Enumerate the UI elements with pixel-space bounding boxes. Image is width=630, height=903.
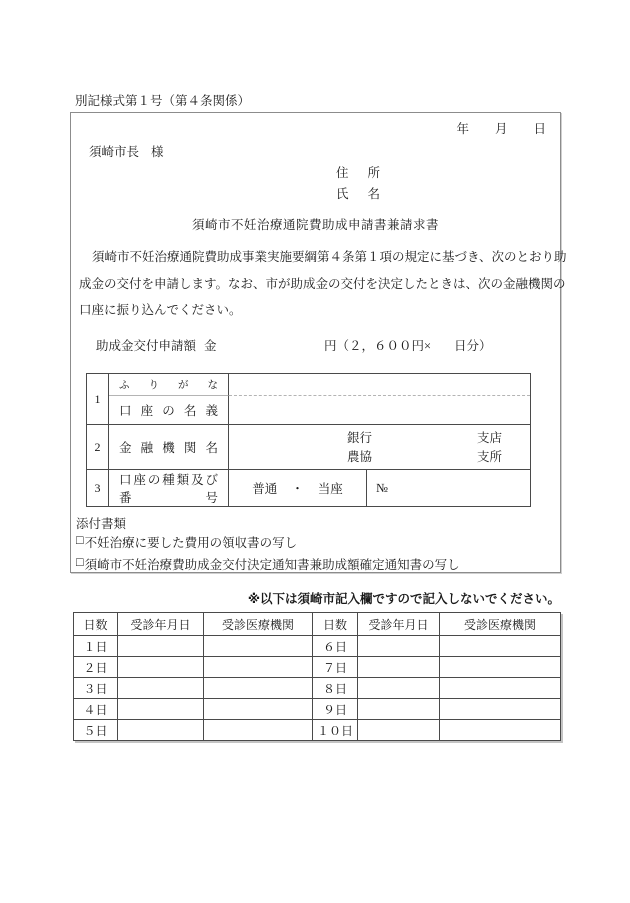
branch-label: 支店 (476, 430, 502, 445)
header-visit-date: 受診年月日 (118, 613, 204, 636)
account-row2-number: 2 (87, 425, 109, 470)
account-type-number-label: 口座の種類及び番号 (109, 470, 229, 506)
day-cell: ９日 (313, 699, 358, 720)
day-cell: １０日 (313, 720, 358, 741)
body-line: 成金の交付を申請します。なお、市が助成金の交付を決定したときは、次の金融機関の (79, 276, 566, 291)
application-form-box (70, 112, 567, 573)
header-medical-institution: 受診医療機関 (204, 613, 313, 636)
institution-cell (440, 636, 561, 657)
day-cell: ４日 (74, 699, 118, 720)
account-type-separator: ・ (291, 482, 304, 496)
visit-date-cell (358, 720, 440, 741)
visit-date-cell (358, 657, 440, 678)
body-paragraph (79, 244, 567, 324)
furigana-label: ふりがな (109, 374, 229, 396)
visit-date-cell (118, 657, 204, 678)
visit-date-cell (358, 636, 440, 657)
account-number-label: № (376, 480, 388, 495)
day-cell: ６日 (313, 636, 358, 657)
institution-cell (204, 657, 313, 678)
institution-cell (204, 678, 313, 699)
bank-label: 銀行 (347, 430, 373, 445)
institution-cell (440, 657, 561, 678)
day-cell: ７日 (313, 657, 358, 678)
day-cell: ２日 (74, 657, 118, 678)
amount-currency-prefix: 金 (204, 339, 217, 353)
account-table (86, 373, 531, 507)
addressee-name: 須崎市長 (89, 145, 140, 159)
table-row (74, 636, 561, 657)
office-use-note: ※以下は須崎市記入欄ですので記入しないでください。 (247, 592, 560, 606)
table-row (74, 657, 561, 678)
branch-office-label: 支所 (476, 449, 502, 464)
account-row3-number: 3 (87, 470, 109, 506)
attachment-item (76, 555, 460, 573)
attachment-text: 不妊治療に要した費用の領収書の写し (84, 536, 298, 550)
address-label: 住所 (336, 166, 380, 180)
coop-line (229, 448, 530, 467)
amount-unit-text: 円（２，６００円× (324, 339, 432, 353)
day-cell: ８日 (313, 678, 358, 699)
table-row (74, 720, 561, 741)
visit-record-table (73, 612, 561, 741)
attachment-text: 須崎市不妊治療費助成金交付決定通知書兼助成額確定通知書の写し (84, 558, 460, 572)
visit-date-cell (358, 699, 440, 720)
institution-cell (440, 720, 561, 741)
header-medical-institution: 受診医療機関 (440, 613, 561, 636)
form-title: 須崎市不妊治療通院費助成申請書兼請求書 (191, 218, 439, 232)
table-row (74, 678, 561, 699)
furigana-field (229, 374, 530, 396)
account-type-ordinary: 普通 (252, 482, 278, 496)
year-label: 年 (456, 122, 469, 136)
addressee-line (89, 142, 164, 160)
account-number-field (367, 470, 530, 506)
visit-date-cell (118, 720, 204, 741)
header-days: 日数 (74, 613, 118, 636)
checkbox-icon: □ (76, 533, 84, 547)
header-days: 日数 (313, 613, 358, 636)
date-line (71, 119, 560, 137)
body-line: 口座に振り込んでください。 (79, 303, 242, 317)
institution-cell (440, 678, 561, 699)
institution-cell (204, 699, 313, 720)
financial-institution-label: 金融機関名 (109, 425, 229, 470)
amount-line (71, 336, 560, 354)
bank-line (229, 429, 530, 448)
visit-date-cell (358, 678, 440, 699)
body-line: 須崎市不妊治療通院費助成事業実施要綱第４条第１項の規定に基づき、次のとおり助 (92, 250, 567, 264)
amount-label: 助成金交付申請額 (96, 339, 197, 353)
day-cell: ３日 (74, 678, 118, 699)
visit-date-cell (118, 636, 204, 657)
account-row1-number: 1 (87, 374, 109, 425)
table-row (74, 699, 561, 720)
attachment-item (76, 533, 297, 551)
day-cell: ５日 (74, 720, 118, 741)
account-type-field (229, 470, 367, 506)
attachments-heading: 添付書類 (76, 517, 127, 531)
checkbox-icon: □ (76, 555, 84, 569)
visit-table-header-row (74, 613, 561, 636)
account-type-current: 当座 (317, 482, 343, 496)
day-label: 日 (533, 122, 546, 136)
name-label: 氏名 (336, 187, 380, 201)
form-id-label: 別記様式第１号（第４条関係） (75, 94, 251, 108)
visit-date-cell (118, 678, 204, 699)
financial-institution-field (229, 425, 530, 470)
account-holder-label: 口座の名義 (109, 396, 229, 425)
month-label: 月 (494, 122, 508, 136)
amount-days-suffix: 日分） (454, 339, 492, 353)
day-cell: １日 (74, 636, 118, 657)
institution-cell (204, 720, 313, 741)
addressee-honorific: 様 (151, 145, 164, 159)
coop-label: 農協 (347, 449, 373, 464)
account-holder-field (229, 396, 530, 425)
institution-cell (204, 636, 313, 657)
header-visit-date: 受診年月日 (358, 613, 440, 636)
institution-cell (440, 699, 561, 720)
visit-date-cell (118, 699, 204, 720)
